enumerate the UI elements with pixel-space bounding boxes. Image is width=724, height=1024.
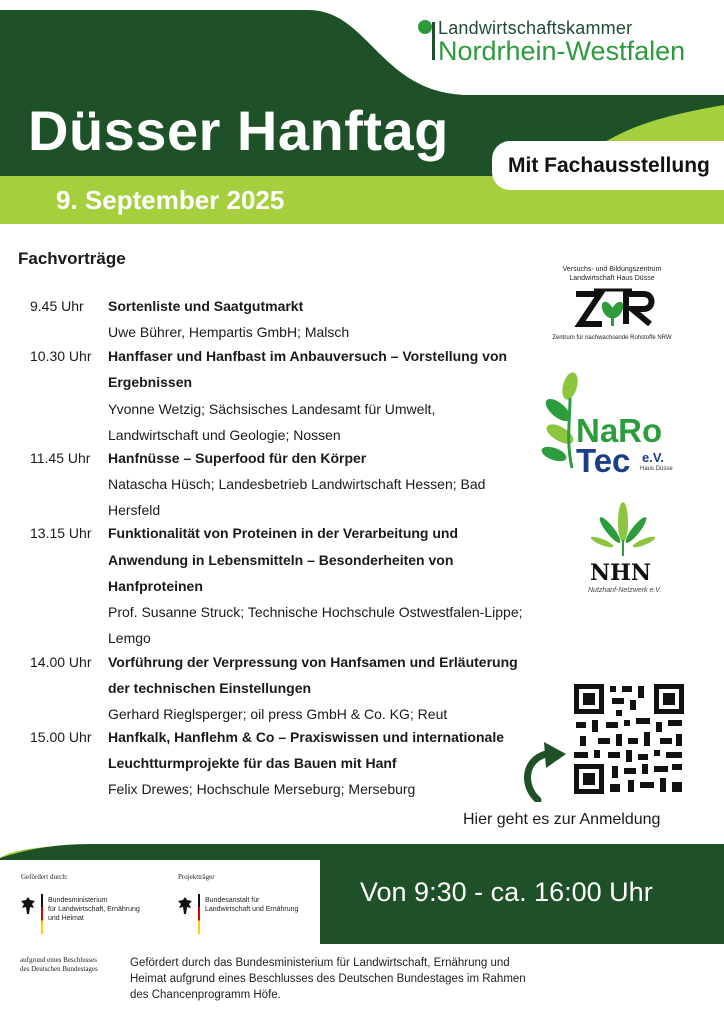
tec-wordmark: Tec xyxy=(576,442,631,479)
event-hours: Von 9:30 - ca. 16:00 Uhr xyxy=(360,877,653,907)
talk-speaker: Landwirtschaft und Geologie; Nossen xyxy=(108,427,341,443)
zfr-logo xyxy=(552,262,672,348)
lwk-name-line1: Landwirtschaftskammer xyxy=(438,18,633,38)
talk-speaker: Uwe Bührer, Hempartis GmbH; Malsch xyxy=(108,324,350,340)
talk-speaker: Prof. Susanne Struck; Technische Hochschule Ostwestfalen-Lippe; xyxy=(108,604,523,620)
ministry-name: Bundesministerium für Landwirtschaft, Ernährung und Heimat xyxy=(48,897,140,922)
talk-title: Ergebnissen xyxy=(108,374,193,390)
talk-time: 11.45 Uhr xyxy=(30,450,91,466)
funded-by-label: Gefördert durch: xyxy=(21,873,68,881)
nhn-logo xyxy=(572,500,682,600)
project-carrier-label: Projektträger xyxy=(178,873,215,881)
talk-title: Leuchtturmprojekte für das Bauen mit Hanf xyxy=(108,755,397,771)
zfr-logo-top-text: Versuchs- und Bildungszentrum Landwirtschaft Haus Düsse xyxy=(562,266,662,282)
talk-title: Funktionalität von Proteinen in der Verarbeitung und xyxy=(108,525,459,541)
german-flag-bar xyxy=(198,894,200,934)
naro-subtitle: Haus Düsse xyxy=(640,466,673,472)
hemp-leaf-icon xyxy=(590,500,656,558)
bundestag-note: aufgrund eines Beschlusses des Deutschen Bundestages xyxy=(20,956,98,973)
registration-qr-code[interactable] xyxy=(572,682,686,796)
naro-wordmark: NaRo xyxy=(576,412,663,449)
registration-caption: Hier geht es zur Anmeldung xyxy=(463,811,661,828)
talk-time: 15.00 Uhr xyxy=(30,729,92,745)
talk-title: Hanffaser und Hanfbast im Anbauversuch – Vorstellung von xyxy=(108,348,508,364)
talk-title: Sortenliste und Saatgutmarkt xyxy=(108,298,304,314)
agency-name: Bundesanstalt für Landwirtschaft und Ernährung xyxy=(205,897,299,913)
event-date: 9. September 2025 xyxy=(56,185,285,215)
talk-title: Hanfnüsse – Superfood für den Körper xyxy=(108,450,367,466)
nhn-subtitle: Nutzhanf-Netzwerk e.V. xyxy=(588,587,662,594)
exhibition-badge-label: Mit Fachausstellung xyxy=(508,154,710,177)
lwk-name-line2: Nordrhein-Westfalen xyxy=(438,36,686,66)
talk-title: der technischen Einstellungen xyxy=(108,680,312,696)
talk-speaker: Lemgo xyxy=(108,630,151,646)
funding-footnote: Gefördert durch das Bundesministerium für Landwirtschaft, Ernährung und Heimat aufgrund eines Beschlusses des Deutschen Bundestages im Rahmen des Chancenprogramm Höfe. xyxy=(130,957,526,1001)
talk-speaker: Felix Drewes; Hochschule Merseburg; Merseburg xyxy=(108,781,416,797)
curved-arrow-icon xyxy=(518,740,570,802)
talk-title: Hanfkalk, Hanflehm & Co – Praxiswissen und internationale xyxy=(108,729,504,745)
german-flag-bar xyxy=(41,894,43,934)
talk-time: 13.15 Uhr xyxy=(30,525,92,541)
talk-title: Hanfproteinen xyxy=(108,578,203,594)
event-title: Düsser Hanftag xyxy=(28,99,449,162)
nhn-wordmark: NHN xyxy=(590,560,652,586)
talk-time: 9.45 Uhr xyxy=(30,298,84,314)
program-heading: Fachvorträge xyxy=(18,249,126,268)
federal-eagle-icon xyxy=(177,896,193,916)
ev-wordmark: e.V. xyxy=(642,450,664,465)
talk-title: Anwendung in Lebensmitteln – Besonderheiten von xyxy=(108,552,454,568)
talk-time: 14.00 Uhr xyxy=(30,654,92,670)
talk-speaker: Gerhard Rieglsperger; oil press GmbH & Co. KG; Reut xyxy=(108,706,448,722)
sponsor-box xyxy=(4,860,320,950)
talk-speaker: Yvonne Wetzig; Sächsisches Landesamt für Umwelt, xyxy=(108,401,436,417)
lwk-logo-mark-icon xyxy=(416,18,436,62)
zfr-logo-bottom-text: Zentrum für nachwachsende Rohstoffe NRW xyxy=(552,335,672,341)
talk-title: Vorführung der Verpressung von Hanfsamen und Erläuterung xyxy=(108,654,518,670)
talk-speaker: Natascha Hüsch; Landesbetrieb Landwirtschaft Hessen; Bad xyxy=(108,476,486,492)
federal-eagle-icon xyxy=(20,896,36,916)
talk-time: 10.30 Uhr xyxy=(30,348,92,364)
zfr-emblem-icon xyxy=(570,284,656,332)
talk-speaker: Hersfeld xyxy=(108,502,161,518)
naro-tec-logo xyxy=(540,370,685,480)
